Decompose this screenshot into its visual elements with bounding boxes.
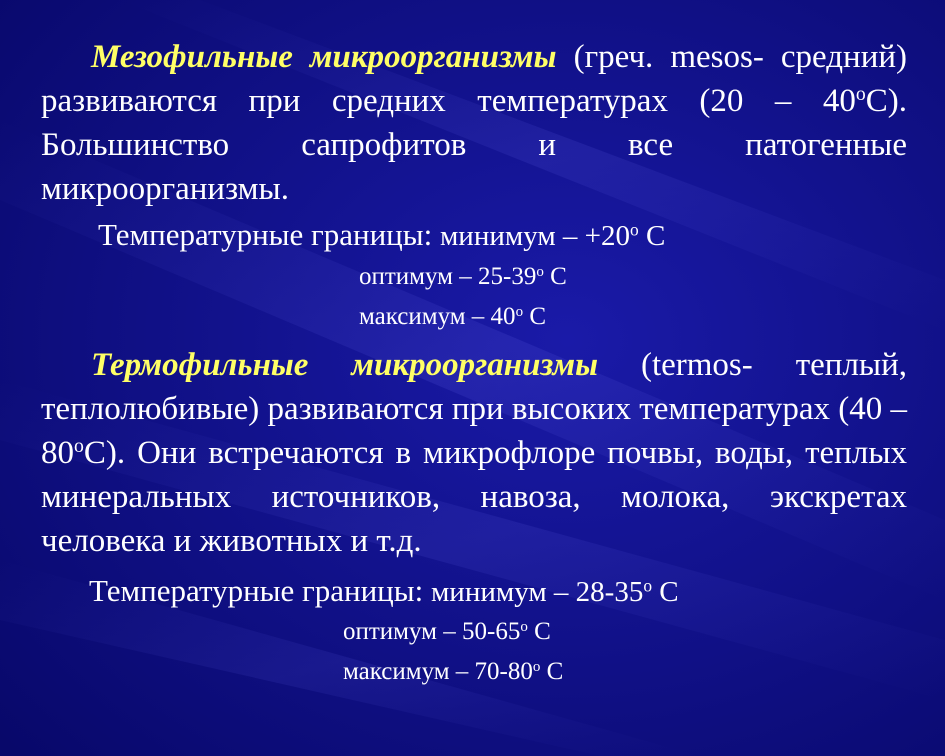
thermophiles-degree: о <box>74 435 84 458</box>
mesophiles-limit-opt-row: оптимум – $25-39^о$ С <box>359 263 567 290</box>
thermophiles-limit-opt-row: оптимум – $50-65^о$ С <box>343 618 551 645</box>
mesophiles-paragraph <box>41 35 907 211</box>
thermophiles-limit-min: минимум – 28-35 <box>430 576 644 608</box>
thermophiles-limit-opt: оптимум – 50-65 <box>343 618 521 645</box>
mesophiles-limits: Температурные границы: минимум – $+20^о$ С оптимум – $25-39^о$ С максимум – $40^о$ С <box>98 217 666 330</box>
thermophiles-limits-label: Температурные границы: <box>89 573 431 608</box>
mesophiles-limit-max-row: максимум – $40^о$ С <box>359 303 546 330</box>
thermophiles-text-a: (termos- теплый, теплолюбивые) развиваются при высоких температурах (40 – 80 <box>41 347 907 471</box>
mesophiles-term: Мезофильные микроорганизмы <box>91 39 557 75</box>
thermophiles-limits: Температурные границы: минимум – $28-35^о$ С оптимум – $50-65^о$ С максимум – $70-80^о$ С <box>89 573 679 685</box>
mesophiles-text-a: (греч. mesos- средний) развиваются при средних температурах (20 – 40 <box>41 39 908 119</box>
mesophiles-degree: о <box>855 83 866 106</box>
mesophiles-limits-label: Температурные границы: <box>98 217 440 252</box>
thermophiles-term: Термофильные микроорганизмы <box>91 347 598 383</box>
mesophiles-limit-max: максимум – 40 <box>359 303 516 330</box>
mesophiles-limit-min: минимум – +20 <box>439 220 631 252</box>
thermophiles-paragraph <box>41 343 907 563</box>
slide-content <box>41 35 907 689</box>
thermophiles-limit-max: максимум – 70-80 <box>343 658 533 685</box>
mesophiles-text-b: С). Большинство сапрофитов и все патогенные микроорганизмы. <box>41 83 907 207</box>
thermophiles-limit-max-row: максимум – $70-80^о$ С <box>343 658 564 685</box>
mesophiles-limit-opt: оптимум – 25-39 <box>359 263 537 290</box>
thermophiles-text-b: С). Они встречаются в микрофлоре почвы, воды, теплых минеральных источников, навоза, молока, экскретах человека и животных и т.д. <box>41 435 907 559</box>
